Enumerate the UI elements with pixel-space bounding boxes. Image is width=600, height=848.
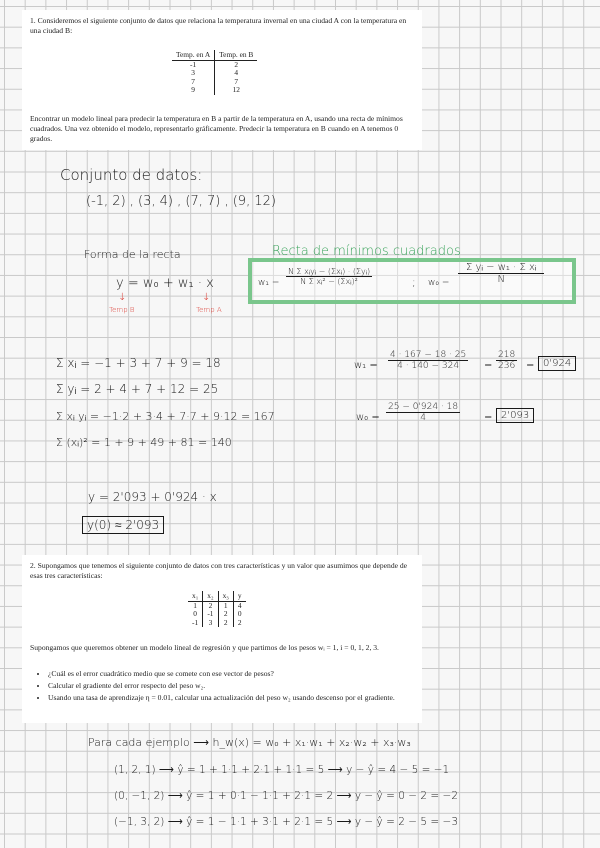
table-cell: 1 [193, 600, 197, 610]
data-set-heading: Conjunto de datos: [60, 166, 203, 184]
problem-2-card [22, 555, 422, 723]
linear-model: y = 2'093 + 0'924 · x [88, 490, 217, 504]
table-cell: 7 [191, 76, 195, 86]
features-table [188, 591, 246, 627]
temperature-table [172, 50, 257, 95]
table-cell: 7 [215, 78, 258, 87]
least-squares-formula-box [248, 258, 576, 304]
table-row [172, 86, 257, 95]
sum-xy: Σ xᵢ yᵢ = −1·2 + 3·4 + 7·7 + 9·12 = 167 [56, 410, 275, 423]
table-cell: 0 [233, 610, 245, 619]
w1-numerator: N Σ xᵢyᵢ − (Σxᵢ) · (Σyᵢ) [288, 267, 371, 276]
table-cell: 4 [233, 601, 245, 610]
arrow-icon: ↓ [202, 292, 211, 303]
question-list [36, 667, 424, 705]
equals-sign: = [484, 360, 493, 371]
equals-sign: = [526, 360, 535, 371]
w1-result: 0'924 [538, 356, 576, 371]
table-cell: 4 [215, 69, 258, 78]
table-row [172, 69, 257, 78]
example-1-calc: (1, 2, 1) ⟶ ŷ = 1 + 1·1 + 2·1 + 1·1 = 5 ⟶ y − ŷ = 4 − 5 = −1 [114, 764, 450, 776]
w0-label: w₀ = [428, 278, 450, 288]
w0-calc-label: w₀ = [356, 412, 380, 423]
example-2-calc: (0, −1, 2) ⟶ ŷ = 1 + 0·1 − 1·1 + 2·1 = 2 ⟶ y − ŷ = 0 − 2 = −2 [114, 790, 459, 802]
w1-label: w₁ = [258, 278, 280, 288]
line-form-label: Forma de la recta [84, 248, 181, 261]
table-cell: 2 [203, 601, 218, 610]
list-item: • ¿Cuál es el error cuadrático medio que se comete con ese vector de pesos? [48, 669, 424, 679]
equals-sign: = [484, 412, 493, 423]
list-item: • Usando una tasa de aprendizaje η = 0.01, calcular una actualización del peso w₂ usando descenso por el gradiente. [48, 693, 424, 703]
table-header: y [233, 591, 245, 601]
w1-denominator: N Σ xᵢ² − (Σxᵢ)² [300, 277, 358, 286]
problem-2-intro: 2. Supongamos que tenemos el siguiente conjunto de datos con tres características y un valor que asumimos que depende de esas tres características: [30, 561, 408, 581]
w1-fraction-denominator: 236 [498, 361, 516, 371]
table-row [172, 60, 257, 69]
problem-1-intro: 1. Consideremos el siguiente conjunto de datos que relaciona la temperatura invernal en una ciudad A con la temperatura en una ciudad B: [30, 16, 407, 36]
table-cell: -1 [190, 59, 197, 69]
temp-a-label: Temp A [196, 306, 222, 314]
w0-numerator: Σ yᵢ − w₁ · Σ xᵢ [458, 262, 544, 274]
w0-calc-denominator: 4 [420, 413, 426, 423]
w0-denominator: N [497, 274, 505, 285]
table-cell: 2 [215, 60, 258, 69]
example-3-calc: (−1, 3, 2) ⟶ ŷ = 1 − 1·1 + 3·1 + 2·1 = 5 ⟶ y − ŷ = 2 − 5 = −3 [114, 816, 459, 828]
table-cell: -1 [203, 610, 218, 619]
w1-calc-label: w₁ = [354, 360, 378, 371]
table-cell: -1 [192, 617, 199, 627]
table-cell: 12 [215, 86, 258, 95]
table-header: Temp. en B [215, 50, 258, 60]
table-cell: 3 [191, 68, 195, 78]
list-item: • Calcular el gradiente del error respecto del peso w₂. [48, 681, 424, 691]
table-cell: 0 [193, 609, 197, 619]
line-form-equation: y = w₀ + w₁ · x [116, 276, 214, 291]
w1-fraction-numerator: 218 [498, 350, 516, 360]
arrow-icon: ↓ [118, 292, 127, 303]
w0-calc-numerator: 25 − 0'924 · 18 [388, 402, 459, 412]
sum-x: Σ xᵢ = −1 + 3 + 7 + 9 = 18 [56, 356, 221, 370]
per-example-hypothesis: Para cada ejemplo ⟶ h_w(x) = w₀ + x₁·w₁ + x₂·w₂ + x₃·w₃ [88, 736, 411, 749]
table-header: Temp. en A [172, 50, 215, 60]
data-points: (-1, 2) , (3, 4) , (7, 7) , (9, 12) [86, 194, 276, 209]
w0-formula [458, 262, 544, 285]
sum-x-squared: Σ (xᵢ)² = 1 + 9 + 49 + 81 = 140 [56, 436, 232, 449]
sum-y: Σ yᵢ = 2 + 4 + 7 + 12 = 25 [56, 382, 219, 396]
table-header: x₃ [218, 591, 233, 601]
weights-statement: Supongamos que queremos obtener un modelo lineal de regresión y que partimos de los pesos wᵢ = 1, i = 0, 1, 2, 3. [30, 643, 379, 652]
table-cell: 9 [191, 85, 195, 95]
table-cell: 3 [203, 619, 218, 628]
least-squares-label: Recta de mínimos cuadrados [272, 244, 461, 259]
w1-calc-denominator: 4 · 140 − 324 [397, 361, 460, 371]
w0-calc [386, 402, 460, 423]
table-row [188, 619, 246, 628]
problem-1-card [22, 10, 422, 150]
table-cell: 2 [218, 610, 233, 619]
table-cell: 2 [233, 619, 245, 628]
w1-fraction [496, 350, 517, 371]
w0-result: 2'093 [496, 408, 534, 423]
w1-calc [388, 350, 468, 371]
table-row [172, 78, 257, 87]
table-cell: 2 [218, 619, 233, 628]
w1-formula [286, 267, 372, 286]
prediction-result: y(0) ≈ 2'093 [82, 516, 164, 534]
table-header: x₁ [188, 591, 203, 601]
formula-separator: ; [412, 276, 416, 289]
temp-b-label: Temp B [109, 306, 135, 314]
problem-1-task: Encontrar un modelo lineal para predecir la temperatura en B a partir de la temperatura en A, usando una recta de mínimos cuadrados. Una vez obtenido el modelo, representarlo gráficamente. Predecir la temperatura en B cuando en A tenemos 0 grados. [30, 114, 403, 144]
w1-calc-numerator: 4 · 167 − 18 · 25 [390, 350, 467, 360]
table-header: x₂ [203, 591, 218, 601]
table-cell: 1 [218, 601, 233, 610]
